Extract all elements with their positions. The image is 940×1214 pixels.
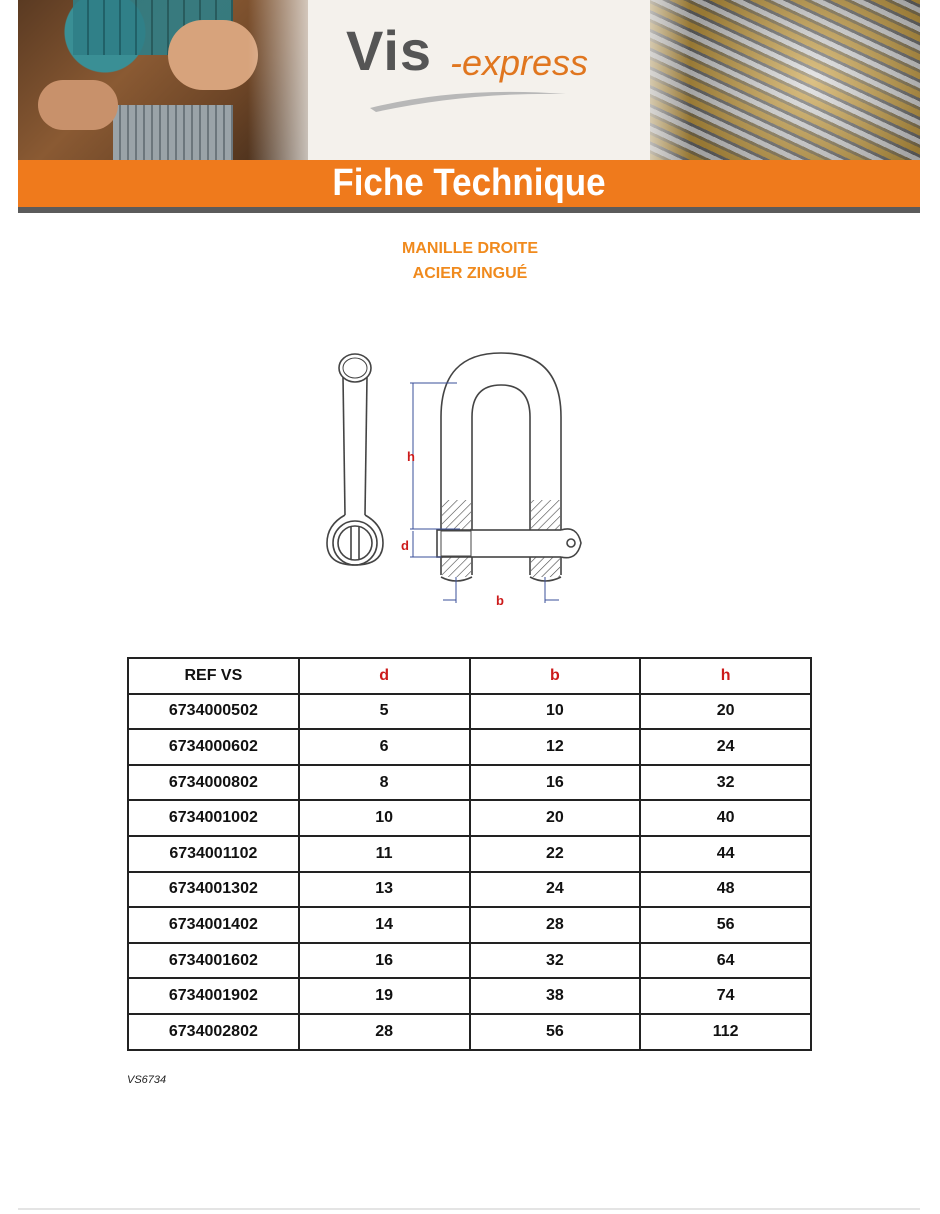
column-header-d: d [299, 658, 470, 694]
table-cell-d: 28 [299, 1014, 470, 1050]
table-cell-h: 32 [640, 765, 811, 801]
table-cell-b: 32 [470, 943, 641, 979]
table-cell-ref: 6734000502 [128, 694, 299, 730]
page-title: Fiche Technique [332, 162, 606, 204]
table-row [128, 978, 811, 1014]
side-view [327, 354, 383, 565]
product-name [0, 236, 940, 286]
table-row [128, 836, 811, 872]
header-banner [18, 0, 920, 160]
table-cell-ref: 6734001102 [128, 836, 299, 872]
table-cell-d: 13 [299, 872, 470, 908]
table-row [128, 694, 811, 730]
table-cell-ref: 6734001302 [128, 872, 299, 908]
table-cell-h: 40 [640, 800, 811, 836]
table-cell-d: 11 [299, 836, 470, 872]
table-row [128, 1014, 811, 1050]
table-cell-d: 19 [299, 978, 470, 1014]
table-cell-d: 5 [299, 694, 470, 730]
table-row [128, 907, 811, 943]
table-cell-d: 6 [299, 729, 470, 765]
table-cell-ref: 6734001902 [128, 978, 299, 1014]
reference-code: VS6734 [127, 1074, 167, 1086]
front-view [437, 353, 581, 581]
page-bottom-divider [18, 1208, 920, 1210]
table-cell-h: 44 [640, 836, 811, 872]
table-cell-ref: 6734001602 [128, 943, 299, 979]
brand-logo [346, 18, 626, 118]
table-cell-h: 48 [640, 872, 811, 908]
product-name-line1: MANILLE DROITE [402, 240, 538, 257]
logo-vis-text: Vis [346, 19, 433, 82]
dimension-label-d: d [401, 538, 409, 553]
table-cell-h: 64 [640, 943, 811, 979]
table-cell-h: 74 [640, 978, 811, 1014]
table-cell-h: 24 [640, 729, 811, 765]
table-cell-ref: 6734000602 [128, 729, 299, 765]
table-cell-b: 38 [470, 978, 641, 1014]
table-cell-b: 28 [470, 907, 641, 943]
header-divider [18, 207, 920, 213]
screws-photo [650, 0, 920, 160]
table-cell-ref: 6734001402 [128, 907, 299, 943]
table-cell-h: 112 [640, 1014, 811, 1050]
spec-table [127, 657, 812, 1051]
dimension-label-h: h [407, 449, 415, 464]
table-cell-ref: 6734002802 [128, 1014, 299, 1050]
table-cell-b: 12 [470, 729, 641, 765]
table-cell-b: 16 [470, 765, 641, 801]
table-cell-b: 22 [470, 836, 641, 872]
title-bar [18, 160, 920, 207]
table-row [128, 943, 811, 979]
table-row [128, 800, 811, 836]
logo-express-text: -express [450, 42, 589, 83]
dimension-label-b: b [496, 593, 504, 608]
table-cell-d: 8 [299, 765, 470, 801]
table-cell-ref: 6734000802 [128, 765, 299, 801]
logo-swoosh-icon [368, 84, 568, 114]
table-cell-b: 24 [470, 872, 641, 908]
table-row [128, 729, 811, 765]
product-name-line2: ACIER ZINGUÉ [412, 265, 528, 282]
table-row [128, 872, 811, 908]
table-cell-b: 10 [470, 694, 641, 730]
table-cell-d: 14 [299, 907, 470, 943]
table-cell-ref: 6734001002 [128, 800, 299, 836]
column-header-h: h [640, 658, 811, 694]
column-header-b: b [470, 658, 641, 694]
table-cell-b: 20 [470, 800, 641, 836]
table-header-row [128, 658, 811, 694]
table-cell-h: 56 [640, 907, 811, 943]
table-cell-h: 20 [640, 694, 811, 730]
table-cell-d: 10 [299, 800, 470, 836]
column-header-ref: REF VS [128, 658, 299, 694]
table-row [128, 765, 811, 801]
table-cell-b: 56 [470, 1014, 641, 1050]
table-cell-d: 16 [299, 943, 470, 979]
shackle-drawing [315, 345, 595, 615]
